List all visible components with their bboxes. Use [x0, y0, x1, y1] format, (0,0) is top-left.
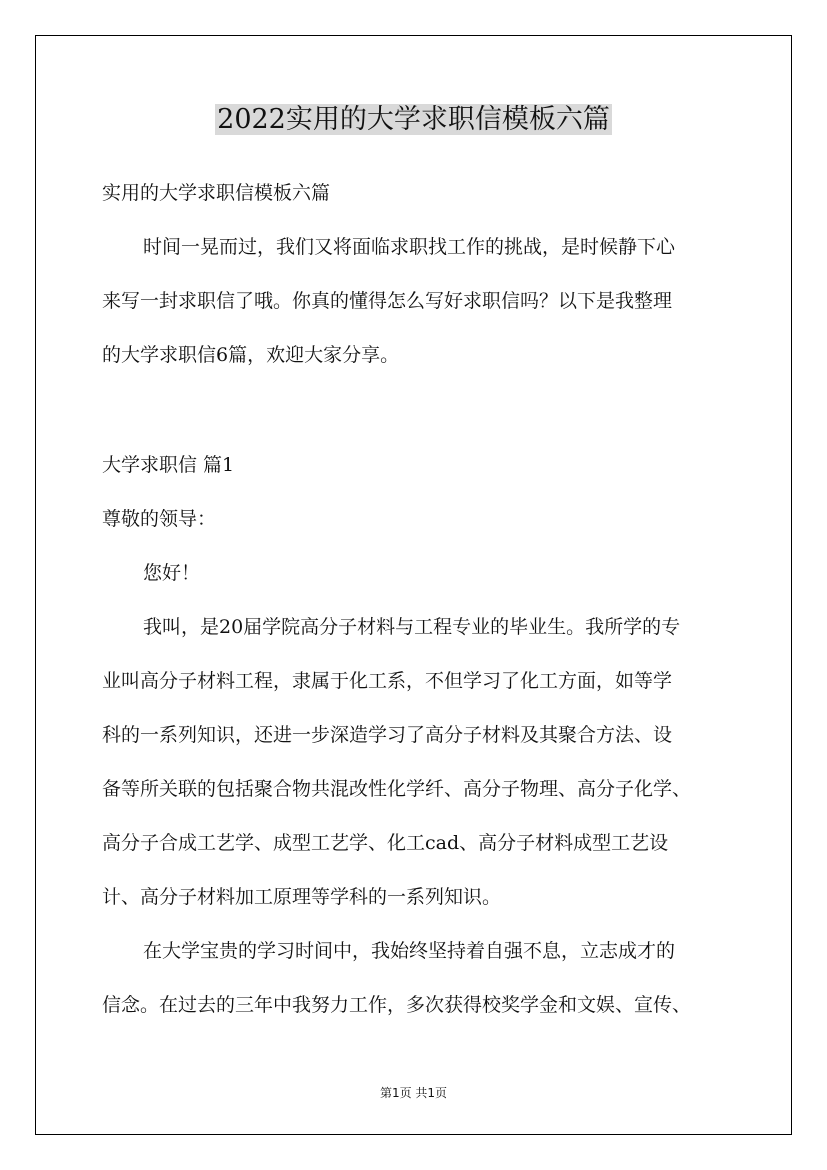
document-title-text: 2022实用的大学求职信模板六篇 [217, 104, 610, 135]
paragraph-line: 信念。在过去的三年中我努力工作，多次获得校奖学金和文娱、宣传、 [102, 994, 692, 1016]
paragraph-line: 备等所关联的包括聚合物共混改性化学纤、高分子物理、高分子化学、 [102, 778, 692, 800]
paragraph-line: 我叫，是20届学院高分子材料与工程专业的毕业生。我所学的专 [143, 616, 681, 638]
document-subtitle: 实用的大学求职信模板六篇 [102, 182, 331, 204]
paragraph-line: 科的一系列知识，还进一步深造学习了高分子材料及其聚合方法、设 [102, 724, 673, 746]
page-footer: 第1页 共1页 [379, 1086, 448, 1100]
paragraph-line: 计、高分子材料加工原理等学科的一系列知识。 [102, 886, 502, 908]
paragraph-line: 时间一晃而过，我们又将面临求职找工作的挑战，是时候静下心 [143, 236, 676, 258]
paragraph-line: 来写一封求职信了哦。你真的懂得怎么写好求职信吗？以下是我整理 [102, 290, 673, 312]
document-title [0, 100, 827, 140]
salutation: 尊敬的领导： [102, 508, 217, 530]
greeting: 您好！ [143, 562, 201, 584]
paragraph-line: 的大学求职信6篇，欢迎大家分享。 [102, 344, 400, 366]
paragraph-line: 高分子合成工艺学、成型工艺学、化工cad、高分子材料成型工艺设 [102, 832, 669, 854]
section-heading: 大学求职信 篇1 [102, 454, 235, 476]
paragraph-line: 在大学宝贵的学习时间中，我始终坚持着自强不息，立志成才的 [143, 940, 676, 962]
paragraph-line: 业叫高分子材料工程，隶属于化工系，不但学习了化工方面，如等学 [102, 670, 673, 692]
